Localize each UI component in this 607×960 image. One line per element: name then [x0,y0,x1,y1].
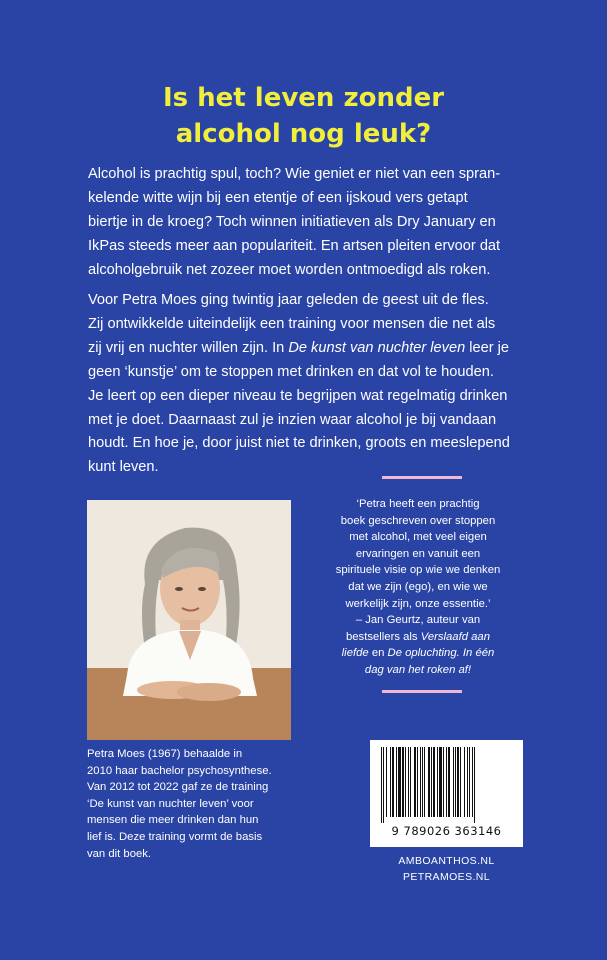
intro-line: alcoholgebruik net zozeer moet worden ontmoedigd als roken. [88,261,491,278]
isbn-barcode [370,740,523,847]
barcode-bar [420,747,421,817]
bio-line: 2010 haar bachelor psychosynthese. [87,764,272,777]
barcode-bar [381,747,382,823]
barcode-bar [457,747,459,817]
description-line: kunt leven. [88,459,159,476]
barcode-bar [392,747,394,817]
attribution-text: en [368,647,388,660]
intro-line: Alcohol is prachtig spul, toch? Wie geniet er niet van een spran- [88,166,501,182]
barcode-bar [443,747,444,817]
headline [0,80,607,152]
bestseller-title: De opluchting. In één [387,647,495,660]
barcode-bar [386,747,387,817]
barcode-bar [469,747,470,817]
barcode-bar [408,747,409,817]
author-bio-caption [87,746,302,862]
barcode-bar [455,747,456,817]
barcode-bar [422,747,423,817]
barcode-bar [428,747,430,817]
barcode-bar [405,747,406,817]
description-line [88,337,525,361]
barcode-bars [379,747,514,823]
author-portrait-illustration [87,500,291,740]
quote-line: werkelijk zijn, onze essentie.’ [345,597,491,610]
quote-attribution [312,612,524,678]
description-line: houdt. En hoe je, door juist niet te drinken, groots en meeslepend [88,435,510,452]
barcode-bar [417,747,418,817]
description-line: met je doet. Daarnaast zul je inzien waar alcohol je bij vandaan [88,411,497,428]
headline-line-2: alcohol nog leuk? [175,119,432,149]
barcode-bar [431,747,432,817]
barcode-bar [390,747,391,817]
intro-line: IkPas steeds meer aan populariteit. En artsen pleiten ervoor dat [88,237,501,254]
barcode-bar [433,747,435,817]
description-line: Voor Petra Moes ging twintig jaar geleden de geest uit de fles. [88,292,489,308]
quote-line: spirituele visie op wie we denken [335,564,501,577]
barcode-bar [414,747,416,817]
bio-line: van dit boek. [87,847,152,860]
barcode-bar [467,747,468,817]
description-line: geen ‘kunstje’ om te stoppen met drinken en dat vol te houden. [88,363,494,380]
quote-line: ervaringen en vanuit een [355,547,481,560]
barcode-bar [402,747,404,817]
bio-line: Van 2012 tot 2022 gaf ze de training [87,781,269,794]
publisher-website[interactable]: AMBOANTHOS.NL [398,855,495,867]
intro-line: kelende witte wijn bij een etentje of een ijskoud vers getapt [88,189,468,206]
attribution-text: bestsellers als [345,630,421,643]
bio-line: ‘De kunst van nuchter leven’ voor [87,797,254,810]
barcode-bar [437,747,438,817]
bio-line: Petra Moes (1967) behaalde in [87,748,243,760]
headline-line-1: Is het leven zonder [162,83,445,113]
author-website[interactable]: PETRAMOES.NL [402,871,491,883]
barcode-bar [460,747,461,817]
barcode-bar [396,747,397,817]
barcode-bar [446,747,447,817]
isbn-number: 9 789026 363146 [391,824,502,838]
barcode-bar [410,747,411,817]
quote-line: met alcohol, met veel eigen [349,531,487,544]
description-line: Je leert op een dieper niveau te begrijpen wat regelmatig drinken [88,387,508,404]
quote-line: ‘Petra heeft een prachtig [356,498,480,510]
author-photo [87,500,291,740]
bestseller-title: liefde [341,647,369,660]
book-description-paragraph [88,289,525,480]
bio-line: mensen die meer drinken dan hun [87,814,259,827]
attribution-line: – Jan Geurtz, auteur van [355,614,481,626]
quote-line: dat we zijn (ego), en wie we [348,580,488,593]
attribution-line [312,662,524,679]
bestseller-title: Verslaafd aan [420,630,490,643]
barcode-bar [398,747,401,817]
quote-divider-top [382,476,462,479]
quote-line: boek geschreven over stoppen [340,514,496,527]
intro-paragraph [88,163,525,283]
barcode-bar [439,747,442,817]
barcode-bar [472,747,473,817]
attribution-line [312,645,524,662]
endorsement-quote [312,496,524,612]
barcode-bar [448,747,450,817]
book-title: De kunst van nuchter leven [288,339,466,356]
description-text: zij vrij en nuchter willen zijn. In [88,339,289,356]
quote-divider-bottom [382,690,462,693]
attribution-line [312,629,524,646]
barcode-bar [424,747,425,817]
barcode-bar [453,747,454,817]
description-line: Zij ontwikkelde uiteindelijk een training voor mensen die net als [88,315,496,332]
barcode-bar [383,747,384,823]
barcode-bar [474,747,475,823]
barcode-bar [464,747,465,817]
intro-line: biertje in de kroeg? Toch winnen initiatieven als Dry January en [88,213,496,230]
description-text: leer je [465,339,510,356]
bio-line: lief is. Deze training vormt de basis [87,830,263,843]
bestseller-title: dag van het roken af! [364,663,472,676]
